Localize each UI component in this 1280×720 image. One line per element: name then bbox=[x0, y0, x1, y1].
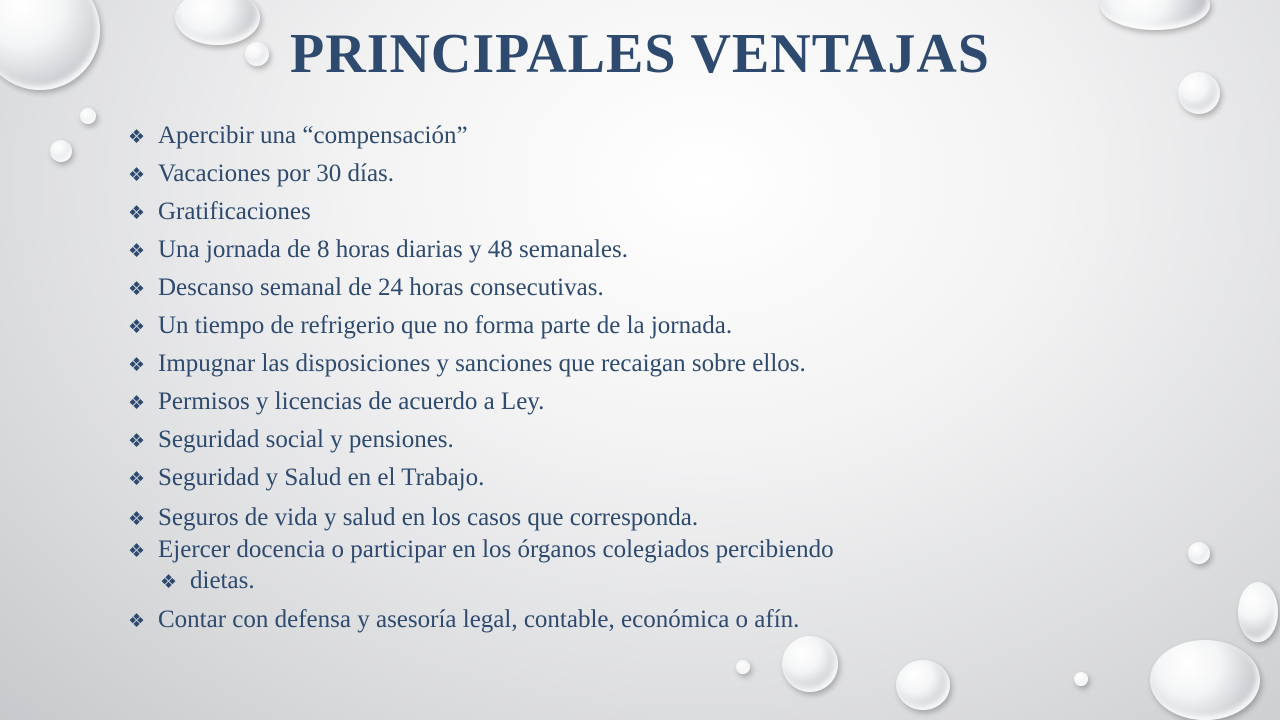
water-drop-decoration bbox=[1188, 542, 1210, 564]
water-drop-decoration bbox=[80, 108, 96, 124]
water-drop-decoration bbox=[736, 660, 750, 674]
water-drop-decoration bbox=[50, 140, 72, 162]
bullet-icon: ❖ bbox=[128, 540, 146, 562]
water-drop-decoration bbox=[1150, 640, 1260, 720]
bullet-icon: ❖ bbox=[160, 571, 178, 593]
bullet-text: Seguridad social y pensiones. bbox=[158, 426, 454, 453]
bullet-item bbox=[128, 388, 544, 416]
bullet-item bbox=[128, 536, 834, 564]
water-drop-decoration bbox=[1238, 582, 1278, 642]
bullet-item bbox=[128, 312, 732, 340]
bullet-item bbox=[128, 198, 311, 226]
bullet-item bbox=[128, 236, 628, 264]
bullet-item bbox=[160, 567, 255, 595]
water-drop-decoration bbox=[782, 636, 838, 692]
bullet-item bbox=[128, 606, 799, 634]
water-drop-decoration bbox=[1074, 672, 1088, 686]
bullet-item bbox=[128, 274, 604, 302]
bullet-item bbox=[128, 122, 468, 150]
bullet-text: Permisos y licencias de acuerdo a Ley. bbox=[158, 388, 545, 415]
bullet-item bbox=[128, 350, 806, 378]
bullet-text: Descanso semanal de 24 horas consecutivas. bbox=[158, 274, 604, 301]
bullet-icon: ❖ bbox=[128, 278, 146, 300]
bullet-icon: ❖ bbox=[128, 610, 146, 632]
bullet-text: Seguros de vida y salud en los casos que corresponda. bbox=[158, 504, 699, 531]
bullet-icon: ❖ bbox=[128, 508, 146, 530]
bullet-text: Ejercer docencia o participar en los órganos colegiados percibiendo bbox=[158, 536, 834, 563]
bullet-icon: ❖ bbox=[128, 468, 146, 490]
bullet-icon: ❖ bbox=[128, 316, 146, 338]
bullet-icon: ❖ bbox=[128, 202, 146, 224]
bullet-icon: ❖ bbox=[128, 240, 146, 262]
bullet-icon: ❖ bbox=[128, 430, 146, 452]
bullet-text: Gratificaciones bbox=[158, 198, 311, 225]
bullet-item bbox=[128, 426, 454, 454]
bullet-text: Una jornada de 8 horas diarias y 48 semanales. bbox=[158, 236, 628, 263]
bullet-icon: ❖ bbox=[128, 164, 146, 186]
bullet-item bbox=[128, 464, 484, 492]
bullet-text: Contar con defensa y asesoría legal, contable, económica o afín. bbox=[158, 606, 800, 633]
bullet-text: Un tiempo de refrigerio que no forma parte de la jornada. bbox=[158, 312, 733, 339]
bullet-icon: ❖ bbox=[128, 354, 146, 376]
bullet-text: Impugnar las disposiciones y sanciones que recaigan sobre ellos. bbox=[158, 350, 806, 377]
bullet-text: dietas. bbox=[190, 567, 255, 594]
bullet-item bbox=[128, 504, 698, 532]
slide-title: PRINCIPALES VENTAJAS bbox=[290, 23, 990, 85]
water-drop-decoration bbox=[896, 660, 950, 710]
bullet-icon: ❖ bbox=[128, 126, 146, 148]
bullet-item bbox=[128, 160, 394, 188]
bullet-icon: ❖ bbox=[128, 392, 146, 414]
bullet-text: Apercibir una “compensación” bbox=[158, 122, 468, 149]
bullet-text: Vacaciones por 30 días. bbox=[158, 160, 395, 187]
bullet-text: Seguridad y Salud en el Trabajo. bbox=[158, 464, 485, 491]
